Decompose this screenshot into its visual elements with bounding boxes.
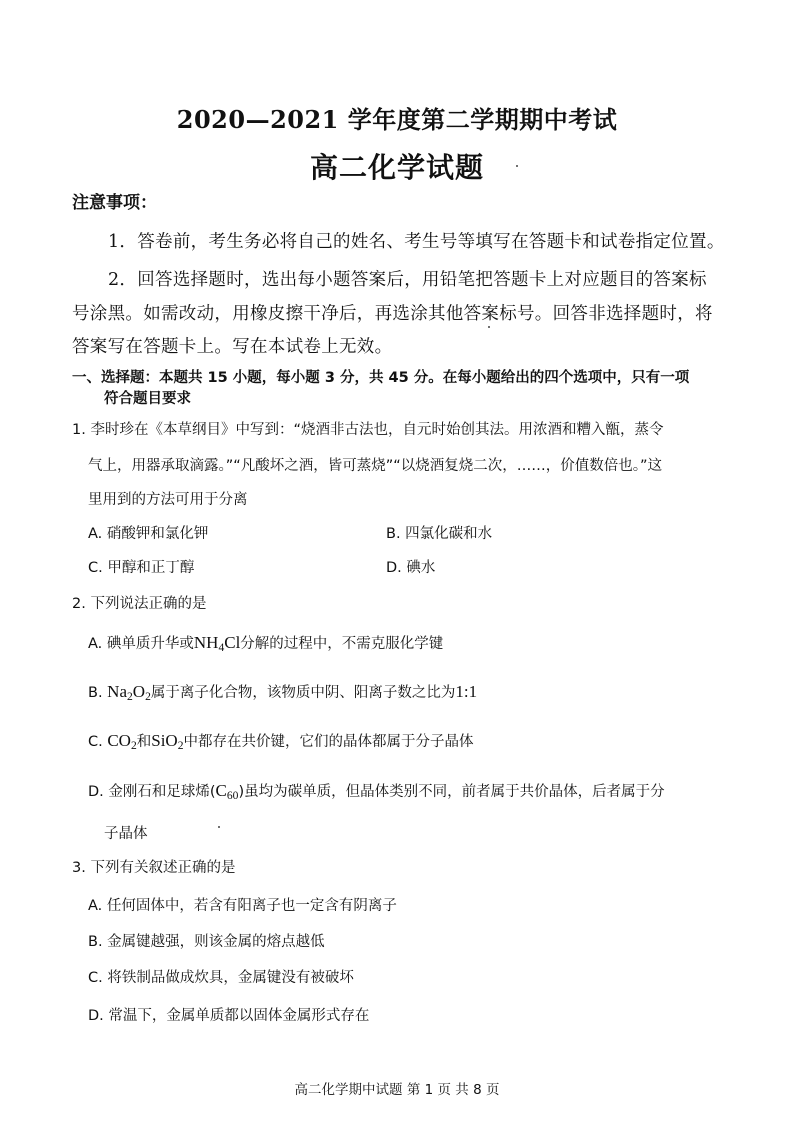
q1-stem-line-1: 1. 李时珍在《本草纲目》中写到：“烧酒非古法也，自元时始创其法。用浓酒和糟入甑，蒸令 xyxy=(72,422,664,438)
q2-stem: 2. 下列说法正确的是 xyxy=(72,596,207,612)
q3-stem: 3. 下列有关叙述正确的是 xyxy=(72,860,236,876)
section-heading-line-1: 一、选择题：本题共 15 小题，每小题 3 分，共 45 分。在每小题给出的四个选项中，只有一项 xyxy=(72,370,690,386)
formula-c60: $C_{60}$ xyxy=(215,781,239,802)
q1-option-c: C. 甲醇和正丁醇 xyxy=(88,560,195,576)
notice-item-1: 1．答卷前，考生务必将自己的姓名、考生号等填写在答题卡和试卷指定位置。 xyxy=(108,232,725,252)
formula-sio2: SiO$_2$ xyxy=(151,731,184,752)
q2-option-a: A. 碘单质升华或$NH_4Cl$分解的过程中，不需克服化学键 xyxy=(88,633,444,654)
q2-option-d-line-2: 子晶体 xyxy=(104,826,148,842)
q3-option-a: A. 任何固体中，若含有阳离子也一定含有阴离子 xyxy=(88,898,397,914)
q1-option-b: B. 四氯化碳和水 xyxy=(386,526,493,542)
notice-heading: 注意事项： xyxy=(72,193,157,213)
scan-speck xyxy=(516,165,518,167)
q1-stem-line-3: 里用到的方法可用于分离 xyxy=(88,492,248,508)
notice-item-2-line-1: 2．回答选择题时，选出每小题答案后，用铅笔把答题卡上对应题目的答案标 xyxy=(108,270,707,290)
ratio-value: 1:1 xyxy=(455,682,478,701)
scan-speck xyxy=(218,826,220,828)
scan-speck xyxy=(488,326,490,328)
section-heading-line-2: 符合题目要求 xyxy=(104,391,191,407)
page-footer: 高二化学期中试题 第 1 页 共 8 页 xyxy=(294,1082,500,1098)
formula-nh4cl: $NH_4Cl$ xyxy=(193,633,241,654)
exam-title: 2020—2021 学年度第二学期期中考试 xyxy=(176,105,618,134)
q2-option-c: C. $CO_2$和SiO$_2$中都存在共价键，它们的晶体都属于分子晶体 xyxy=(88,731,474,752)
q1-option-d: D. 碘水 xyxy=(386,560,436,576)
notice-item-2-line-3: 答案写在答题卡上。写在本试卷上无效。 xyxy=(72,337,393,357)
q3-option-d: D. 常温下，金属单质都以固体金属形式存在 xyxy=(88,1008,370,1024)
formula-co2: $CO_2$ xyxy=(107,731,137,752)
q2-option-d: D. 金刚石和足球烯$(C_{60})$虽均为碳单质，但晶体类别不同，前者属于共价晶体，后者属于分 xyxy=(88,781,665,802)
q1-option-a: A. 硝酸钾和氯化钾 xyxy=(88,526,209,542)
q3-option-b: B. 金属键越强，则该金属的熔点越低 xyxy=(88,934,325,950)
notice-item-2-line-2: 号涂黑。如需改动，用橡皮擦干净后，再选涂其他答案标号。回答非选择题时，将 xyxy=(72,304,713,324)
q1-stem-line-2: 气上，用器承取滴露。”“凡酸坏之酒，皆可蒸烧”“以烧酒复烧二次，……，价值数倍也。”这 xyxy=(88,458,663,474)
formula-na2o2: $Na_2O_2$ xyxy=(107,682,151,703)
q2-option-b: B. $Na_2O_2$属于离子化合物，该物质中阴、阳离子数之比为1:1 xyxy=(88,682,478,703)
q3-option-c: C. 将铁制品做成炊具，金属键没有被破坏 xyxy=(88,970,354,986)
subject-title: 高二化学试题 xyxy=(309,151,484,184)
